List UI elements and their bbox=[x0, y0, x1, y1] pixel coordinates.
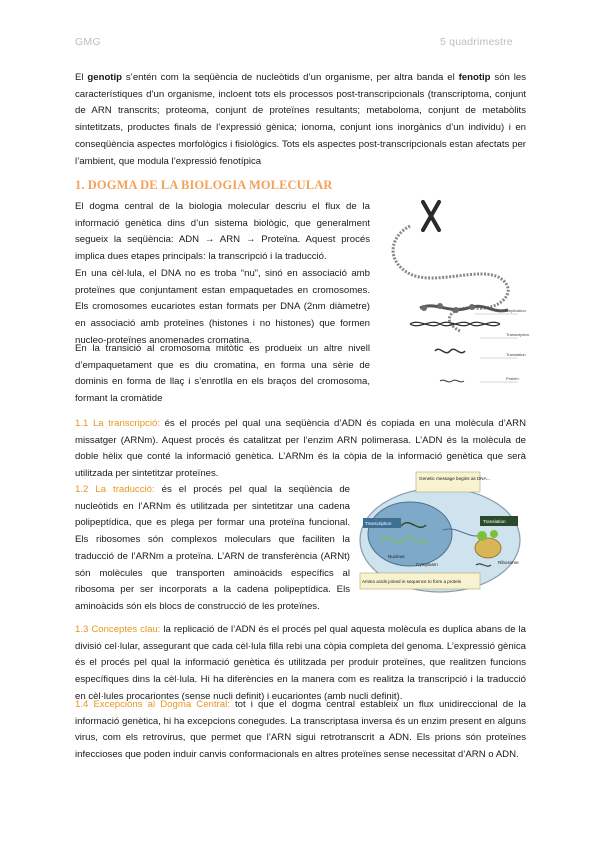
term-genotip: genotip bbox=[87, 72, 123, 83]
transcription-paragraph: 1.1 La transcripció: és el procés pel qual una seqüència d’ADN és copiada en una molècula d’ARN missatger (ARNm). Aquest procés és catalitzat per l’enzim ARN polimerasa. L’ADN és la molècula de doble hèlix que conté la informació genètica. L’ARNm és la còpia de la informació genètica que serà utilitzada per sintetitzar proteïnes. bbox=[75, 418, 526, 480]
chromosome-icon bbox=[423, 202, 439, 230]
translation-paragraph: 1.2 La traducció: és el procés pel qual la seqüència de nucleòtids en l’ARNm és utilitzada per sintetitzar una cadena polipeptídica, que es plega per formar una proteïna funcional. Els ribosomes són complexos moleculars que faciliten la traducció de l’ARNm a proteïna. L’ARN de transferència (ARNt) són molècules que transporten aminoàcids específics al ribosoma per ser incorporats a la cadena polipeptídica. Els aminoàcids són els blocs de construcció de les proteïnes. bbox=[75, 484, 350, 612]
cell-label-translation: Translation bbox=[483, 519, 506, 524]
intro-paragraph: El genotip s’entén com la seqüència de nucleòtids d’un organisme, per altra banda el fenotip són les característiques d’un organisme, incloent tots els processos post-transcripcionals (transcriptoma, conjunt de ARN transcrits; proteoma, conjunt de proteïnes resultants; metaboloma, conjunt de metabòlits sintetitzats, productes finals de l’expressió gènica; ionoma, conjunt ions inorgànics d’un individu) i en conseqüència aspectes morfològics i fisiològics. Tots els aspectes post-transcripcionals estan afectats per l’ambient, que modula l’expressió fenotípica bbox=[75, 72, 526, 167]
exceptions-label: 1.4 Excepcions al Dogma Central: bbox=[75, 699, 230, 710]
key-concepts-paragraph: 1.3 Conceptes clau: la replicació de l’ADN és el procés pel qual aquesta molècula es duplica abans de la divisió cel·lular, assegurant que cada cèl·lula filla rebi una còpia completa del genoma. L’expressió gènica és el procés pel qual la informació genètica és utilitzada per produir proteïnes, que realitzen funcions específiques dins la cèl·lula. Hi ha diferències en la manera com es realitza la transcripció i la traducció en cèl·lules procariontes (sense nucli definit) i eucariontes (amb nucli definit). bbox=[75, 624, 526, 702]
cell-label-transcription: Transcription bbox=[365, 521, 392, 526]
section-title: 1. DOGMA DE LA BIOLOGIA MOLECULAR bbox=[75, 178, 333, 192]
chromatin-paragraph: En una cèl·lula, el DNA no es troba “nu”, sinó en associació amb proteïnes que conjuntament estan empaquetades en cromosomes. Els cromosomes eucariotes estan formats per DNA (2nm diàmetre) en associació amb proteïnes (histones i no histones) que formen nucleo-proteïnes anomenades cromatina. bbox=[75, 268, 370, 346]
cell-illustration bbox=[358, 470, 528, 595]
cell-caption-top: Genetic message begins as DNA... bbox=[419, 476, 491, 481]
cell-caption-bottom: Amino acids joined in sequence to form a protein bbox=[362, 579, 462, 584]
term-fenotip: fenotip bbox=[458, 72, 491, 83]
cell-label-ribosome: Ribosome bbox=[498, 560, 519, 565]
cell-label-nucleus: Nucleus bbox=[388, 554, 405, 559]
key-concepts-label: 1.3 Conceptes clau: bbox=[75, 624, 161, 635]
translation-label: 1.2 La traducció: bbox=[75, 484, 155, 495]
cell-label-cytoplasm: Cytoplasm bbox=[416, 562, 438, 567]
dna-packaging-figure bbox=[380, 196, 530, 398]
dna-label-transcription: Transcription bbox=[506, 332, 529, 337]
chromatid-paragraph: En la transició al cromosoma mitòtic es produeix un altre nivell d’empaquetament que es diu cromatina, en forma una sèrie de dominis en forma de llaç i s’enrotlla en els braços del cromosoma, formant la cromàtide bbox=[75, 343, 370, 405]
dna-label-translation: Translation bbox=[506, 352, 526, 357]
cell-figure bbox=[358, 470, 528, 595]
dna-label-protein: Protein bbox=[506, 376, 519, 381]
dna-label-replication: Replication bbox=[506, 308, 526, 313]
transcription-label: 1.1 La transcripció: bbox=[75, 418, 160, 429]
header-left: GMG bbox=[75, 36, 101, 48]
exceptions-paragraph: 1.4 Excepcions al Dogma Central: tot i que el dogma central estableix un flux unidireccional de la informació genètica, hi ha excepcions conegudes. La transcriptasa inversa és un enzim present en alguns virus, com els retrovirus, que permet que l’ARN sigui retrotranscrit a ADN. Els prions són proteïnes infeccioses que poden induir canvis conformacionals en altres proteïnes sense necessitat d’ARN o ADN. bbox=[75, 699, 527, 761]
header-right: 5 quadrimestre bbox=[440, 36, 513, 48]
dna-packaging-illustration bbox=[380, 196, 530, 398]
dogma-paragraph: El dogma central de la biologia molecular descriu el flux de la informació genètica dins d’un sistema biològic, que generalment segueix la seqüència: ADN → ARN → Proteïna. Aquest procés implica dues etapes principals: la transcripció i la traducció. bbox=[75, 201, 370, 263]
